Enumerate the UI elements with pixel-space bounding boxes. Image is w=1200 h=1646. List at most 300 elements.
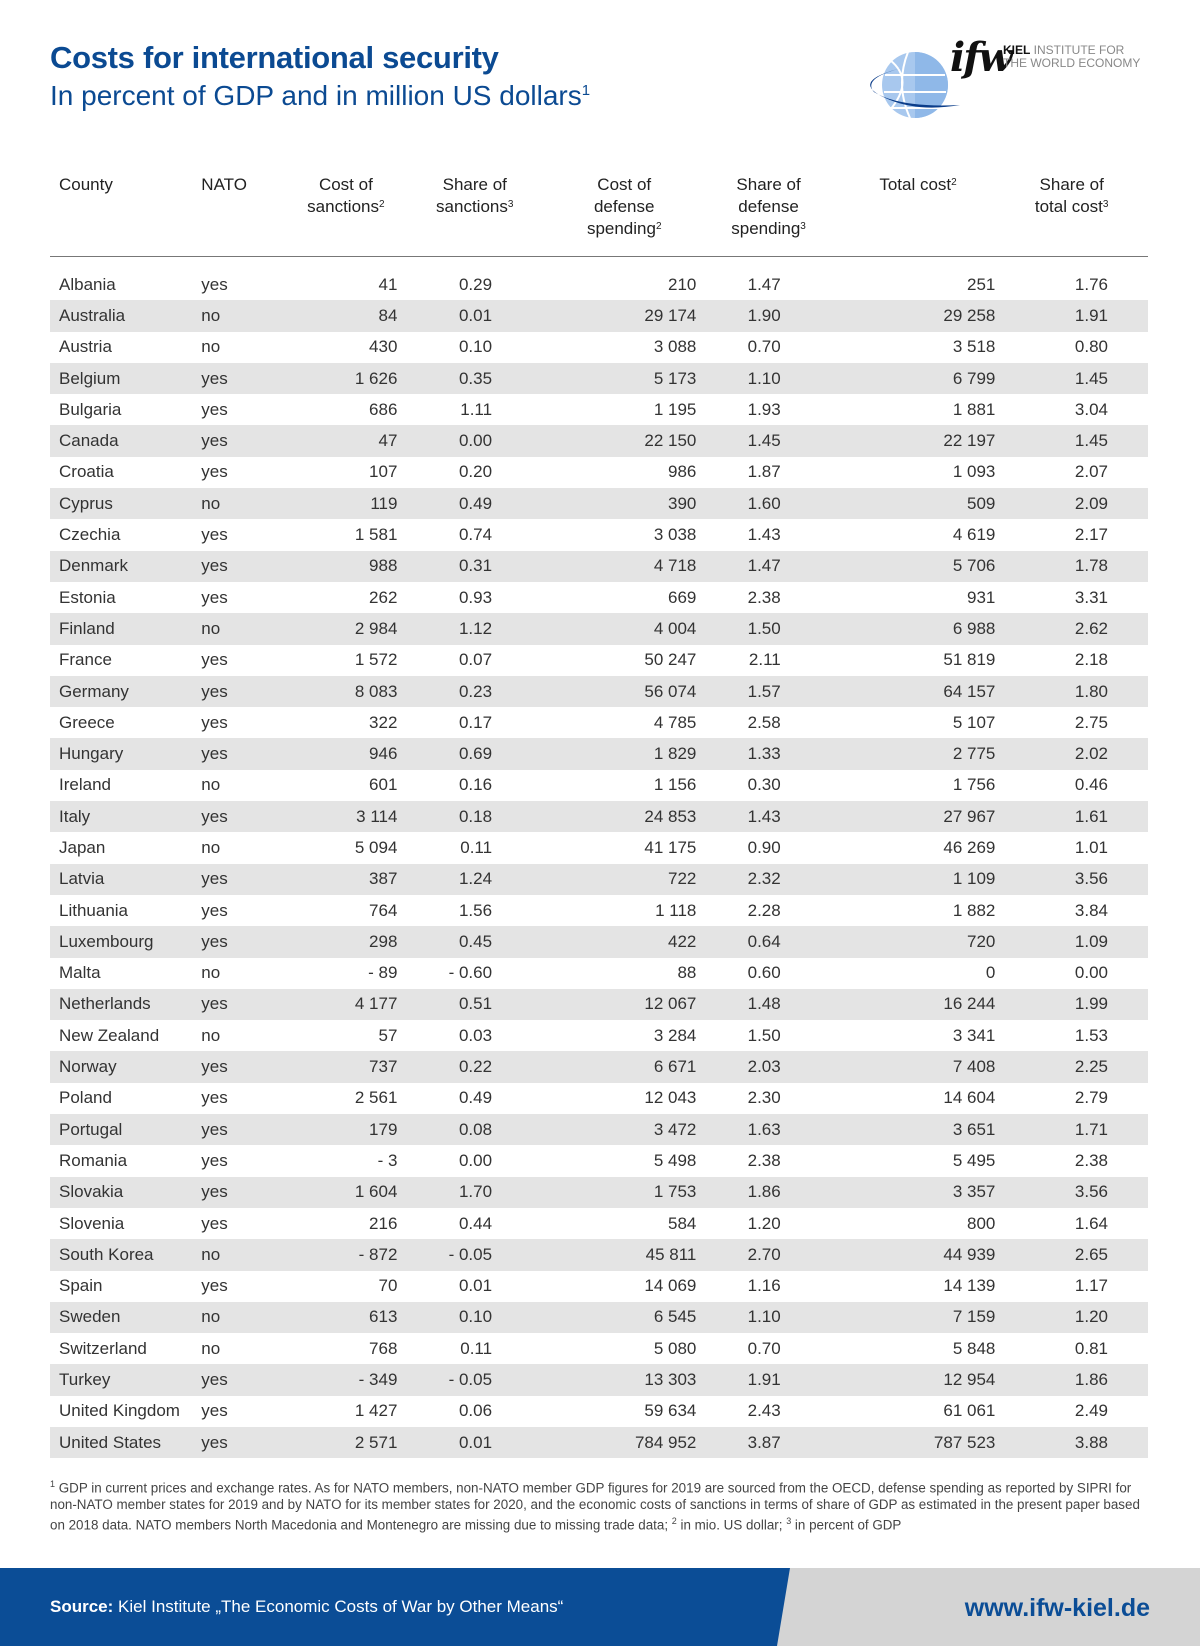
defense-cost-cell: 29 174: [552, 300, 696, 331]
defense-share-cell: 1.86: [696, 1177, 840, 1208]
table-row: [50, 1114, 1148, 1145]
footnote-marker-3: 3: [786, 1516, 792, 1527]
sanctions-cost-cell: 764: [369, 900, 398, 920]
column-header-text: defense: [593, 197, 655, 216]
defense-share-cell: 1.45: [696, 425, 840, 456]
defense-share-cell: 0.70: [747, 337, 781, 357]
table-row: [50, 363, 1148, 394]
country-cell: Netherlands: [50, 989, 193, 1020]
total-cost-cell: 44 939: [841, 1239, 996, 1270]
footnote-text-1: GDP in current prices and exchange rates. As for NATO members, non-NATO member GDP figures for 2019 are sourced from the OECD, defense spending as reported by SIPRI for non-NATO member states for 2019 and by NATO for its member states for 2020, and the economic costs of sanctions in terms of share of GDP as estimated in the present paper based on 2018 data. NATO members North Macedonia and Montenegro are missing due to missing trade data;: [50, 1480, 1140, 1533]
total-cost-cell: 7 159: [841, 1302, 996, 1333]
sanctions-share-cell: 0.03: [458, 1025, 493, 1045]
total-share-cell: 3.31: [1074, 587, 1108, 607]
defense-share-cell: 1.87: [747, 462, 781, 482]
defense-cost-cell: 3 088: [653, 337, 697, 357]
sanctions-cost-cell: 737: [294, 1051, 397, 1082]
sanctions-cost-cell: 1 626: [294, 363, 397, 394]
defense-cost-cell: 88: [677, 963, 697, 983]
sanctions-cost-cell: 47: [294, 425, 397, 456]
table-row: [50, 1051, 1148, 1082]
sanctions-cost-cell: 2 561: [354, 1088, 398, 1108]
total-share-cell: 1.78: [995, 551, 1148, 582]
footnote-marker: 2: [379, 199, 385, 210]
total-cost-cell: 16 244: [841, 989, 996, 1020]
defense-share-cell: 1.47: [696, 551, 840, 582]
country-cell: Austria: [59, 337, 112, 357]
nato-cell: no: [201, 837, 221, 857]
nato-cell: yes: [201, 650, 228, 670]
sanctions-share-cell: 0.07: [458, 650, 493, 670]
defense-share-cell: 0.60: [747, 963, 781, 983]
column-header: [193, 168, 294, 257]
logo-line2: THE WORLD ECONOMY: [1003, 56, 1141, 70]
nato-cell: yes: [201, 587, 228, 607]
total-share-cell: 2.07: [1074, 462, 1108, 482]
sanctions-cost-cell: 3 114: [294, 801, 397, 832]
defense-cost-cell: 3 472: [552, 1114, 696, 1145]
sanctions-cost-cell: 322: [369, 712, 398, 732]
sanctions-share-cell: 0.49: [458, 1088, 493, 1108]
defense-share-cell: 1.10: [696, 363, 840, 394]
total-cost-cell: 5 706: [841, 551, 996, 582]
country-cell: Hungary: [50, 738, 193, 769]
total-cost-cell: 29 258: [841, 300, 996, 331]
country-cell: Albania: [59, 274, 116, 294]
total-share-cell: 0.46: [1074, 775, 1108, 795]
column-header-text: sanctions: [307, 197, 379, 216]
nato-cell: yes: [201, 712, 228, 732]
table-row: [50, 864, 1148, 895]
defense-cost-cell: 45 811: [552, 1239, 696, 1270]
total-share-cell: 2.17: [1074, 525, 1108, 545]
defense-cost-cell: 1 118: [655, 900, 697, 920]
sanctions-share-cell: 0.69: [397, 738, 552, 769]
sanctions-share-cell: 0.10: [458, 337, 493, 357]
nato-cell: no: [201, 1025, 221, 1045]
table-row: [50, 1271, 1148, 1302]
column-header: [552, 168, 696, 257]
total-share-cell: 2.18: [1074, 650, 1108, 670]
defense-cost-cell: 4 004: [552, 613, 696, 644]
total-share-cell: 3.84: [1074, 900, 1108, 920]
defense-share-cell: 2.11: [748, 650, 781, 670]
total-share-cell: 1.09: [995, 926, 1148, 957]
defense-cost-cell: 12 043: [644, 1088, 697, 1108]
table-row: [50, 425, 1148, 456]
nato-cell: yes: [201, 1401, 228, 1421]
column-header-text: spending: [731, 219, 801, 238]
table-row: [50, 832, 1148, 863]
nato-cell: no: [193, 613, 294, 644]
total-share-cell: 2.62: [995, 613, 1148, 644]
logo-wordmark: [1003, 44, 1140, 70]
total-cost-cell: 1 109: [841, 864, 996, 895]
total-cost-cell: 931: [966, 587, 996, 607]
column-header-text: spending: [586, 219, 656, 238]
defense-cost-cell: 6 671: [552, 1051, 696, 1082]
page-title: Costs for international security: [50, 40, 499, 75]
total-cost-cell: 3 651: [841, 1114, 996, 1145]
defense-cost-cell: 59 634: [644, 1401, 697, 1421]
total-share-cell: 1.45: [995, 363, 1148, 394]
sanctions-cost-cell: - 3: [377, 1150, 398, 1170]
total-share-cell: 1.01: [1074, 837, 1108, 857]
defense-share-cell: 1.20: [747, 1213, 781, 1233]
total-cost-cell: 3 518: [952, 337, 996, 357]
logo-line1: INSTITUTE FOR: [1030, 43, 1125, 57]
sanctions-cost-cell: 613: [294, 1302, 397, 1333]
sanctions-cost-cell: 686: [369, 399, 398, 419]
total-share-cell: 1.45: [995, 425, 1148, 456]
defense-cost-cell: 784 952: [552, 1427, 696, 1458]
country-cell: South Korea: [50, 1239, 193, 1270]
table-spacer: [50, 257, 1148, 269]
total-cost-cell: 1 881: [952, 399, 996, 419]
sanctions-share-cell: 0.00: [397, 425, 552, 456]
sanctions-share-cell: 0.44: [458, 1213, 493, 1233]
total-cost-cell: 6 799: [841, 363, 996, 394]
country-cell: France: [59, 650, 112, 670]
column-header-text: Share of: [1039, 175, 1104, 194]
nato-cell: yes: [193, 363, 294, 394]
country-cell: Ireland: [59, 775, 111, 795]
defense-share-cell: 2.38: [747, 587, 781, 607]
footnote-marker: 3: [800, 221, 806, 232]
nato-cell: no: [201, 775, 221, 795]
nato-cell: yes: [193, 1114, 294, 1145]
table-row: [50, 519, 1148, 550]
total-share-cell: 3.88: [995, 1427, 1148, 1458]
sanctions-share-cell: 0.16: [458, 775, 493, 795]
total-share-cell: 1.76: [1074, 274, 1108, 294]
table-row: [50, 926, 1148, 957]
defense-share-cell: 1.10: [696, 1302, 840, 1333]
nato-cell: yes: [201, 462, 228, 482]
total-share-cell: 1.80: [995, 676, 1148, 707]
country-cell: Greece: [59, 712, 115, 732]
sanctions-share-cell: 0.18: [397, 801, 552, 832]
sanctions-share-cell: 0.06: [458, 1401, 493, 1421]
nato-cell: yes: [201, 900, 228, 920]
sanctions-share-cell: 0.22: [397, 1051, 552, 1082]
total-cost-cell: 22 197: [841, 425, 996, 456]
sanctions-share-cell: 0.35: [397, 363, 552, 394]
nato-cell: yes: [201, 1150, 228, 1170]
table-row: [50, 738, 1148, 769]
nato-cell: no: [201, 337, 221, 357]
total-cost-cell: 46 269: [943, 837, 996, 857]
country-cell: Malta: [59, 963, 101, 983]
defense-cost-cell: 422: [552, 926, 696, 957]
nato-cell: no: [193, 488, 294, 519]
nato-cell: yes: [193, 1177, 294, 1208]
sanctions-share-cell: 0.01: [458, 1276, 493, 1296]
sanctions-share-cell: 1.24: [397, 864, 552, 895]
table-row: [50, 676, 1148, 707]
sanctions-cost-cell: 41: [378, 274, 398, 294]
defense-share-cell: 1.16: [747, 1276, 781, 1296]
table-row: [50, 1302, 1148, 1333]
sanctions-share-cell: 0.93: [458, 587, 493, 607]
total-cost-cell: 3 357: [841, 1177, 996, 1208]
sanctions-cost-cell: 4 177: [294, 989, 397, 1020]
nato-cell: yes: [201, 1276, 228, 1296]
table-row: [50, 1427, 1148, 1458]
column-header-text: NATO: [201, 175, 247, 194]
defense-share-cell: 1.60: [696, 488, 840, 519]
website-link[interactable]: www.ifw-kiel.de: [964, 1594, 1150, 1622]
sanctions-cost-cell: 601: [369, 775, 398, 795]
total-share-cell: 1.17: [1074, 1276, 1108, 1296]
total-share-cell: 2.75: [1074, 712, 1108, 732]
table-row: [50, 269, 1148, 300]
country-cell: Japan: [59, 837, 106, 857]
sanctions-share-cell: 0.45: [397, 926, 552, 957]
nato-cell: yes: [201, 525, 228, 545]
sanctions-share-cell: - 0.05: [397, 1239, 552, 1270]
total-cost-cell: 0: [985, 963, 996, 983]
total-cost-cell: 509: [841, 488, 996, 519]
country-cell: Slovakia: [50, 1177, 193, 1208]
nato-cell: yes: [201, 1213, 228, 1233]
column-header-text: Share of: [736, 175, 801, 194]
total-share-cell: 1.91: [995, 300, 1148, 331]
defense-share-cell: 1.33: [696, 738, 840, 769]
table-row: [50, 801, 1148, 832]
total-cost-cell: 3 341: [952, 1025, 996, 1045]
nato-cell: yes: [193, 425, 294, 456]
defense-cost-cell: 986: [668, 462, 697, 482]
sanctions-share-cell: 1.56: [458, 900, 493, 920]
defense-share-cell: 2.32: [696, 864, 840, 895]
sanctions-share-cell: 1.12: [397, 613, 552, 644]
sanctions-share-cell: 0.11: [460, 1338, 493, 1358]
total-share-cell: 0.81: [1074, 1338, 1108, 1358]
total-cost-cell: 4 619: [952, 525, 996, 545]
total-share-cell: 1.53: [1074, 1025, 1108, 1045]
total-share-cell: 1.20: [995, 1302, 1148, 1333]
footnote-marker-1: 1: [50, 1479, 56, 1489]
country-cell: Lithuania: [59, 900, 129, 920]
sanctions-cost-cell: 430: [369, 337, 398, 357]
total-cost-cell: 251: [966, 274, 996, 294]
total-cost-cell: 5 107: [952, 712, 996, 732]
sanctions-share-cell: 0.01: [397, 1427, 552, 1458]
nato-cell: yes: [193, 1364, 294, 1395]
defense-cost-cell: 4 785: [653, 712, 697, 732]
total-cost-cell: 14 139: [943, 1276, 996, 1296]
sanctions-cost-cell: 1 572: [354, 650, 398, 670]
defense-cost-cell: 6 545: [552, 1302, 696, 1333]
country-cell: Canada: [50, 425, 193, 456]
sanctions-share-cell: - 0.05: [397, 1364, 552, 1395]
defense-cost-cell: 210: [668, 274, 697, 294]
total-cost-cell: 6 988: [841, 613, 996, 644]
defense-share-cell: 0.64: [696, 926, 840, 957]
total-cost-cell: 64 157: [841, 676, 996, 707]
country-cell: Spain: [59, 1276, 103, 1296]
defense-cost-cell: 5 080: [653, 1338, 697, 1358]
column-header: [995, 168, 1148, 257]
sanctions-cost-cell: - 89: [368, 963, 398, 983]
country-cell: Bulgaria: [59, 399, 122, 419]
page-subtitle: [50, 80, 590, 112]
table-row: [50, 1239, 1148, 1270]
defense-cost-cell: 390: [552, 488, 696, 519]
table-row: [50, 1208, 1148, 1239]
column-header-text: total cost: [1034, 197, 1103, 216]
country-cell: New Zealand: [59, 1025, 160, 1045]
total-cost-cell: 27 967: [841, 801, 996, 832]
defense-share-cell: 1.43: [747, 525, 781, 545]
nato-cell: no: [193, 1239, 294, 1270]
total-cost-cell: 787 523: [841, 1427, 996, 1458]
defense-cost-cell: 4 718: [552, 551, 696, 582]
sanctions-share-cell: - 0.60: [448, 963, 493, 983]
country-cell: Estonia: [59, 587, 116, 607]
defense-share-cell: 1.91: [696, 1364, 840, 1395]
sanctions-cost-cell: - 349: [294, 1364, 397, 1395]
defense-cost-cell: 56 074: [552, 676, 696, 707]
nato-cell: yes: [193, 926, 294, 957]
nato-cell: yes: [201, 1088, 228, 1108]
country-cell: Denmark: [50, 551, 193, 582]
nato-cell: no: [193, 1302, 294, 1333]
defense-share-cell: 2.43: [747, 1401, 781, 1421]
total-cost-cell: 2 775: [841, 738, 996, 769]
table-row: [50, 1177, 1148, 1208]
country-cell: Czechia: [59, 525, 121, 545]
defense-cost-cell: 14 069: [644, 1276, 697, 1296]
nato-cell: yes: [193, 1051, 294, 1082]
table-row: [50, 394, 1148, 425]
defense-share-cell: 1.48: [696, 989, 840, 1020]
defense-share-cell: 2.58: [747, 712, 781, 732]
sanctions-share-cell: 0.31: [397, 551, 552, 582]
defense-share-cell: 0.70: [747, 1338, 781, 1358]
column-header: [841, 168, 996, 257]
defense-share-cell: 2.30: [747, 1088, 781, 1108]
total-share-cell: 1.86: [995, 1364, 1148, 1395]
costs-table: [50, 168, 1148, 1458]
nato-cell: yes: [193, 1427, 294, 1458]
sanctions-share-cell: 1.70: [397, 1177, 552, 1208]
sanctions-share-cell: 0.17: [458, 712, 493, 732]
nato-cell: yes: [201, 274, 228, 294]
column-header: [397, 168, 552, 257]
sanctions-share-cell: 0.51: [397, 989, 552, 1020]
defense-cost-cell: 669: [668, 587, 697, 607]
country-cell: Luxembourg: [50, 926, 193, 957]
total-cost-cell: 14 604: [943, 1088, 996, 1108]
defense-cost-cell: 13 303: [552, 1364, 696, 1395]
country-cell: Belgium: [50, 363, 193, 394]
nato-cell: no: [201, 963, 221, 983]
sanctions-cost-cell: 2 571: [294, 1427, 397, 1458]
column-header: [294, 168, 397, 257]
table-row: [50, 958, 1148, 989]
table-row: [50, 645, 1148, 676]
footnote: [50, 1476, 1150, 1534]
defense-share-cell: 1.57: [696, 676, 840, 707]
table-row: [50, 551, 1148, 582]
sanctions-share-cell: 0.74: [458, 525, 493, 545]
defense-cost-cell: 1 195: [653, 399, 697, 419]
table-row: [50, 613, 1148, 644]
source-label: Source:: [50, 1597, 114, 1616]
defense-share-cell: 1.47: [747, 274, 781, 294]
sanctions-cost-cell: - 872: [294, 1239, 397, 1270]
footnote-marker: 3: [507, 199, 514, 210]
defense-cost-cell: 5 173: [552, 363, 696, 394]
defense-cost-cell: 722: [552, 864, 696, 895]
nato-cell: no: [201, 1338, 221, 1358]
total-share-cell: 2.09: [995, 488, 1148, 519]
column-header-text: County: [59, 175, 113, 194]
total-cost-cell: 12 954: [841, 1364, 996, 1395]
table-row: [50, 1333, 1148, 1364]
defense-cost-cell: 3 038: [653, 525, 697, 545]
sanctions-share-cell: 0.23: [397, 676, 552, 707]
table-body: [50, 257, 1148, 1458]
sanctions-cost-cell: 1 581: [354, 525, 398, 545]
sanctions-cost-cell: 70: [378, 1276, 398, 1296]
country-cell: Romania: [59, 1150, 128, 1170]
defense-share-cell: 1.90: [696, 300, 840, 331]
table-row: [50, 989, 1148, 1020]
country-cell: Poland: [59, 1088, 112, 1108]
defense-share-cell: 2.28: [747, 900, 781, 920]
country-cell: Turkey: [50, 1364, 193, 1395]
table-row: [50, 895, 1148, 926]
table-row: [50, 582, 1148, 613]
total-cost-cell: 5 848: [952, 1338, 996, 1358]
total-share-cell: 2.25: [995, 1051, 1148, 1082]
total-cost-cell: 1 756: [952, 775, 996, 795]
defense-cost-cell: 22 150: [552, 425, 696, 456]
subtitle-text: In percent of GDP and in million US dollars: [50, 80, 582, 111]
table-row: [50, 300, 1148, 331]
defense-cost-cell: 1 829: [552, 738, 696, 769]
total-cost-cell: 7 408: [841, 1051, 996, 1082]
table-row: [50, 1364, 1148, 1395]
sanctions-cost-cell: 768: [369, 1338, 398, 1358]
country-cell: Cyprus: [50, 488, 193, 519]
defense-cost-cell: 50 247: [644, 650, 697, 670]
country-cell: United States: [50, 1427, 193, 1458]
table-row: [50, 1145, 1148, 1176]
country-cell: Sweden: [50, 1302, 193, 1333]
defense-share-cell: 1.93: [747, 399, 781, 419]
total-share-cell: 2.49: [1074, 1401, 1108, 1421]
table-row: [50, 457, 1148, 488]
total-cost-cell: 5 495: [952, 1150, 996, 1170]
defense-cost-cell: 24 853: [552, 801, 696, 832]
sanctions-share-cell: 0.11: [460, 837, 493, 857]
sanctions-share-cell: 0.29: [458, 274, 493, 294]
table-row: [50, 1396, 1148, 1427]
country-cell: Switzerland: [59, 1338, 147, 1358]
country-cell: Slovenia: [59, 1213, 125, 1233]
footnote-marker-2: 2: [671, 1516, 677, 1527]
defense-share-cell: 0.90: [747, 837, 781, 857]
sanctions-cost-cell: 107: [369, 462, 398, 482]
country-cell: Norway: [50, 1051, 193, 1082]
table-header-row: [50, 168, 1148, 257]
sanctions-cost-cell: 57: [378, 1025, 398, 1045]
sanctions-share-cell: 0.01: [397, 300, 552, 331]
